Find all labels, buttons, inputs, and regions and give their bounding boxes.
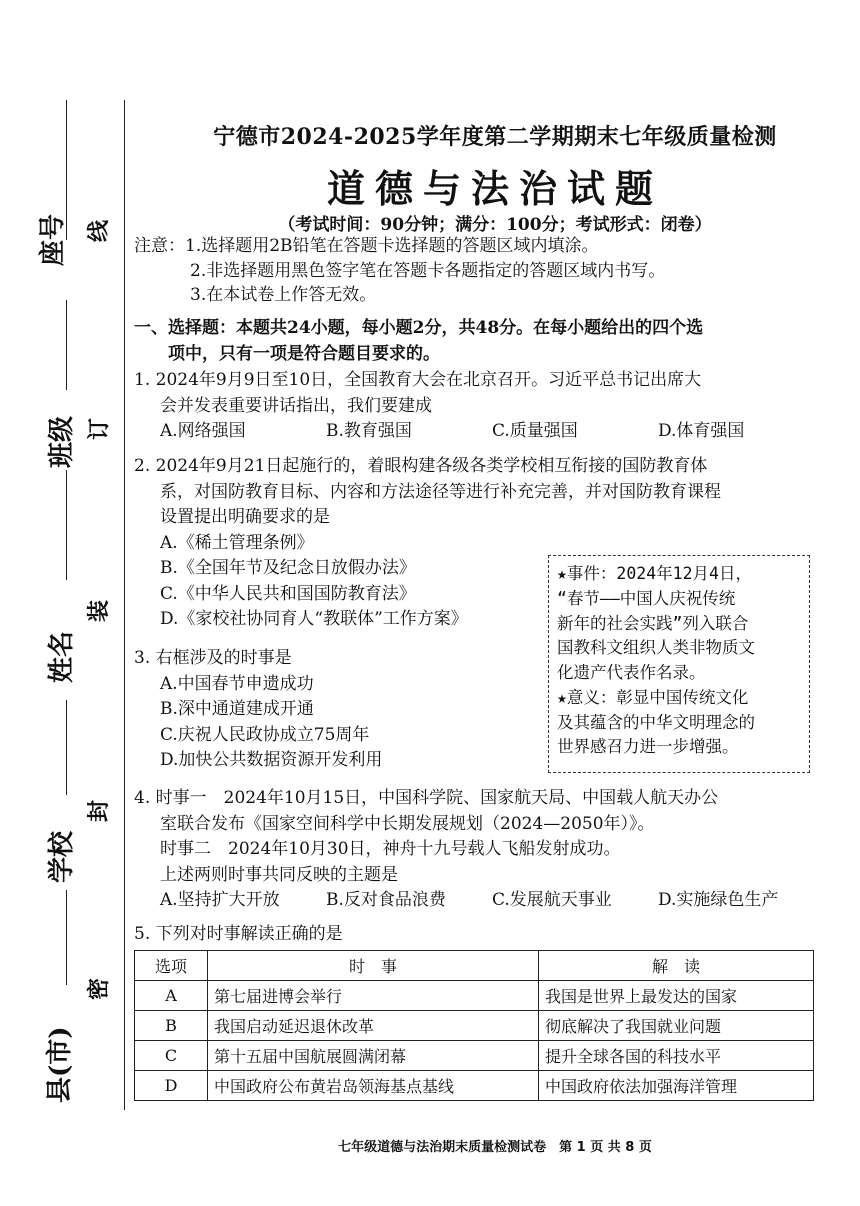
table-header-row bbox=[135, 951, 814, 981]
box-line: 国教科文组织人类非物质文 bbox=[557, 638, 755, 658]
section-heading-line: 项中，只有一项是符合题目要求的。 bbox=[168, 343, 440, 364]
notice-item: 3.在本试卷上作答无效。 bbox=[190, 285, 377, 306]
option-b: B.深中通道建成开通 bbox=[160, 699, 314, 719]
notice bbox=[134, 234, 665, 308]
table-cell: 中国政府公布黄岩岛领海基点基线 bbox=[208, 1071, 539, 1101]
seal-secret-label: 密 bbox=[86, 977, 113, 1001]
options-row bbox=[134, 419, 824, 445]
exam-title: 宁德市2024-2025学年度第二学期期末七年级质量检测 bbox=[213, 124, 777, 150]
seat-label: 座号 bbox=[38, 213, 68, 266]
page-footer: 七年级道德与法治期末质量检测试卷 第 1 页 共 8 页 bbox=[338, 1140, 652, 1155]
option-d: D.实施绿色生产 bbox=[658, 890, 779, 910]
question-stem: 会并发表重要讲话指出，我们要建成 bbox=[160, 395, 432, 416]
table-row bbox=[135, 1041, 814, 1071]
seal-bind-label: 装 bbox=[86, 599, 113, 623]
table-cell: B bbox=[135, 1011, 208, 1041]
table-cell: 我国是世界上最发达的国家 bbox=[539, 981, 814, 1011]
question-stem: 3. 右框涉及的时事是 bbox=[134, 648, 292, 668]
question-1 bbox=[134, 368, 824, 445]
table-row bbox=[135, 1011, 814, 1041]
seal-seal-label: 封 bbox=[86, 799, 113, 823]
options-row bbox=[134, 888, 824, 914]
option-d: D.《家校社协同育人“教联体”工作方案》 bbox=[160, 609, 468, 629]
question-stem: 系，对国防教育目标、内容和方法途径等进行补充完善，并对国防教育课程 bbox=[160, 481, 721, 502]
option-b: B.《全国年节及纪念日放假办法》 bbox=[160, 558, 416, 578]
box-line: 化遗产代表作名录。 bbox=[557, 663, 706, 682]
margin-line bbox=[66, 300, 67, 390]
question-5 bbox=[134, 922, 824, 948]
option-a: A.中国春节申遗成功 bbox=[160, 673, 314, 694]
question-stem: 上述两则时事共同反映的主题是 bbox=[160, 864, 398, 885]
option-b: B.教育强国 bbox=[326, 421, 412, 441]
option-b: B.反对食品浪费 bbox=[326, 890, 446, 910]
table-cell: 彻底解决了我国就业问题 bbox=[539, 1011, 814, 1041]
seal-line-label: 线 bbox=[86, 219, 113, 243]
box-line: ★意义：彰显中国传统文化 bbox=[557, 687, 749, 707]
column-header: 时 事 bbox=[208, 951, 539, 981]
margin-line bbox=[66, 470, 67, 580]
binding-line bbox=[124, 100, 125, 1110]
box-line: 新年的社会实践”列入联合 bbox=[557, 613, 749, 633]
name-label: 姓名 bbox=[47, 630, 77, 683]
answer-table bbox=[134, 950, 814, 1101]
exam-meta: （考试时间：90分钟；满分：100分；考试形式：闭卷） bbox=[278, 215, 712, 235]
table-cell: C bbox=[135, 1041, 208, 1071]
question-4 bbox=[134, 786, 824, 914]
option-a: A.《稀土管理条例》 bbox=[160, 532, 314, 553]
option-a: A.坚持扩大开放 bbox=[160, 890, 280, 910]
question-stem: 设置提出明确要求的是 bbox=[160, 507, 330, 527]
option-d: D.体育强国 bbox=[658, 421, 745, 441]
table-cell: 提升全球各国的科技水平 bbox=[539, 1041, 814, 1071]
question-stem: 4. 时事一 2024年10月15日，中国科学院、国家航天局、中国载人航天办公 bbox=[134, 788, 719, 808]
notice-item: 1.选择题用2B铅笔在答题卡选择题的答题区域内填涂。 bbox=[185, 236, 599, 256]
class-label: 班级 bbox=[47, 415, 77, 468]
margin-line bbox=[66, 890, 67, 985]
question-stem: 时事二 2024年10月30日，神舟十九号载人飞船发射成功。 bbox=[160, 839, 621, 859]
question-stem: 2. 2024年9月21日起施行的，着眼构建各级各类学校相互衔接的国防教育体 bbox=[134, 456, 708, 476]
seal-order-label: 订 bbox=[86, 417, 113, 441]
event-box bbox=[548, 555, 810, 773]
option-a: A.网络强国 bbox=[160, 421, 246, 441]
margin-line bbox=[66, 700, 67, 795]
option-c: C.《中华人民共和国国防教育法》 bbox=[160, 583, 416, 604]
option-c: C.发展航天事业 bbox=[492, 890, 612, 910]
question-stem: 1. 2024年9月9日至10日，全国教育大会在北京召开。习近平总书记出席大 bbox=[134, 370, 702, 390]
question-stem: 5. 下列对时事解读正确的是 bbox=[134, 924, 343, 944]
notice-item: 2.非选择题用黑色签字笔在答题卡各题指定的答题区域内书写。 bbox=[190, 260, 666, 281]
option-c: C.质量强国 bbox=[492, 421, 578, 441]
section-heading-line: 一、选择题：本题共24小题，每小题2分，共48分。在每小题给出的四个选 bbox=[134, 318, 704, 338]
notice-label: 注意： bbox=[134, 236, 185, 256]
binding-margin bbox=[0, 0, 130, 1206]
option-c: C.庆祝人民政协成立75周年 bbox=[160, 724, 370, 745]
school-label: 学校 bbox=[47, 830, 77, 883]
table-row bbox=[135, 981, 814, 1011]
table-cell: 我国启动延迟退休改革 bbox=[208, 1011, 539, 1041]
table-cell: A bbox=[135, 981, 208, 1011]
table-cell: 中国政府依法加强海洋管理 bbox=[539, 1071, 814, 1101]
column-header: 解 读 bbox=[539, 951, 814, 981]
subject-title: 道德与法治试题 bbox=[326, 166, 663, 211]
column-header: 选项 bbox=[135, 951, 208, 981]
option-d: D.加快公共数据资源开发利用 bbox=[160, 750, 383, 770]
section-heading bbox=[134, 316, 824, 367]
table-cell: D bbox=[135, 1071, 208, 1101]
box-line: 及其蕴含的中华文明理念的 bbox=[557, 712, 755, 732]
county-label: 县(市) bbox=[45, 1026, 75, 1103]
table-row bbox=[135, 1071, 814, 1101]
question-3 bbox=[134, 646, 534, 774]
box-line: “春节——中国人庆祝传统 bbox=[557, 588, 736, 608]
question-stem: 室联合发布《国家空间科学中长期发展规划（2024—2050年）》。 bbox=[160, 813, 655, 834]
table-cell: 第十五届中国航展圆满闭幕 bbox=[208, 1041, 539, 1071]
box-line: 世界感召力进一步增强。 bbox=[557, 737, 739, 757]
table-cell: 第七届进博会举行 bbox=[208, 981, 539, 1011]
box-line: ★事件：2024年12月4日， bbox=[557, 564, 752, 583]
